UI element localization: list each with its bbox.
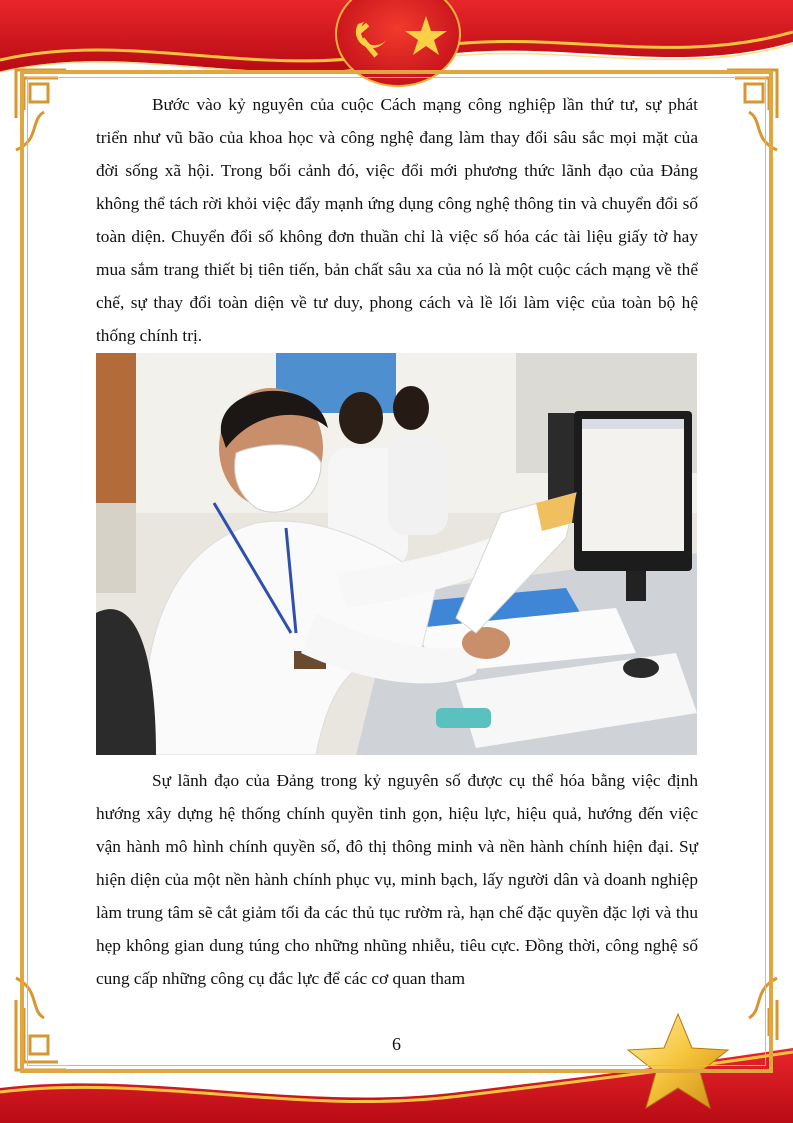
paragraph-2 — [96, 764, 698, 995]
page-number: 6 — [392, 1034, 401, 1054]
paragraph-2-text: Sự lãnh đạo của Đảng trong kỷ nguyên số được cụ thể hóa bằng việc định hướng xây dựng hệ thống chính quyền tinh gọn, hiệu lực, hiệu quả, hướng đến việc vận hành mô hình chính quyền số, đô thị thông minh và nền hành chính hiện đại. Sự hiện diện của một nền hành chính phục vụ, minh bạch, lấy người dân và doanh nghiệp làm trung tâm sẽ cắt giảm tối đa các thủ tục rườm rà, hạn chế đặc quyền đặc lợi và thu hẹp không gian dung túng cho những nhũng nhiễu, tiêu cực. Đồng thời, công nghệ số cung cấp những công cụ đắc lực để các cơ quan tham — [96, 771, 698, 988]
office-photo-illustration — [96, 353, 697, 755]
office-photo — [96, 353, 697, 755]
paragraph-1-text: Bước vào kỷ nguyên của cuộc Cách mạng công nghiệp lần thứ tư, sự phát triển như vũ bão của khoa học và công nghệ đang làm thay đổi sâu sắc mọi mặt của đời sống xã hội. Trong bối cảnh đó, việc đổi mới phương thức lãnh đạo của Đảng không thể tách rời khỏi việc đẩy mạnh ứng dụng công nghệ thông tin và chuyển đổi số toàn diện. Chuyển đổi số không đơn thuần chỉ là việc số hóa các tài liệu giấy tờ hay mua sắm trang thiết bị tiên tiến, bản chất sâu xa của nó là một cuộc cách mạng về thể chế, sự thay đổi toàn diện về tư duy, phong cách và lề lối làm việc của toàn bộ hệ thống chính trị. — [96, 95, 698, 345]
paragraph-1 — [96, 88, 698, 352]
